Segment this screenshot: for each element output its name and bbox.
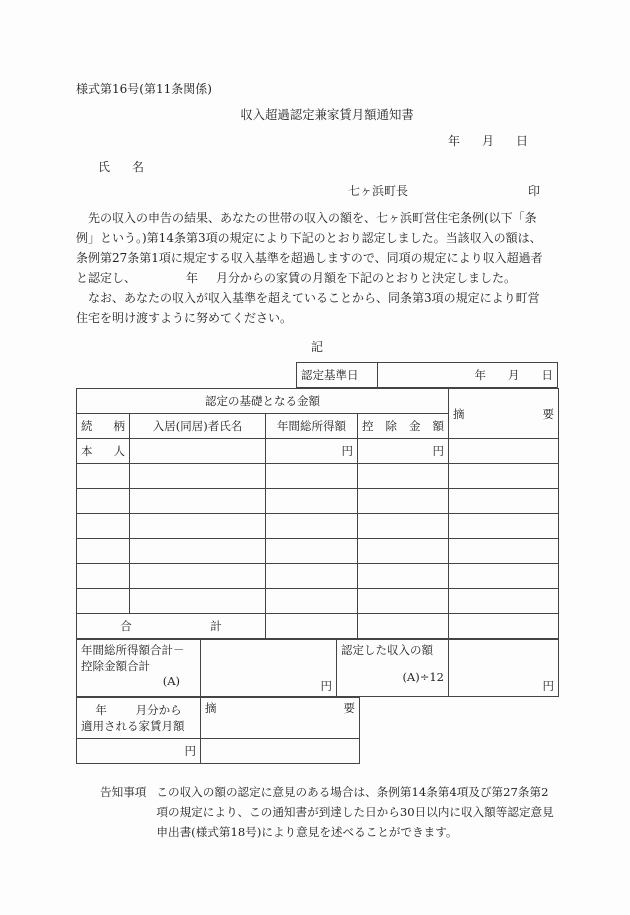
total-row bbox=[77, 614, 559, 639]
summary-table bbox=[76, 639, 559, 697]
col-relationship bbox=[77, 414, 130, 439]
table-row bbox=[77, 489, 559, 514]
col-resident-name: 入居(同居)者氏名 bbox=[130, 414, 266, 439]
col-relationship-b: 柄 bbox=[113, 419, 125, 433]
cell[interactable] bbox=[358, 514, 449, 539]
col-annual-income: 年間総所得額 bbox=[266, 414, 358, 439]
recipient-name-label-mei: 名 bbox=[132, 160, 145, 174]
col-deduction-d: 額 bbox=[432, 419, 444, 433]
body-line-4-year: 年 bbox=[186, 271, 199, 285]
issuer: 七ヶ浜町長 bbox=[347, 184, 408, 198]
date-month: 月 bbox=[481, 134, 494, 148]
cell[interactable] bbox=[266, 489, 358, 514]
notice-label: 告知事項 bbox=[100, 785, 147, 799]
col-relationship-a: 続 bbox=[81, 419, 93, 433]
cell[interactable] bbox=[358, 464, 449, 489]
table-row bbox=[77, 514, 559, 539]
notice-body bbox=[76, 208, 558, 328]
date-day: 日 bbox=[515, 134, 528, 148]
cell[interactable] bbox=[130, 589, 266, 614]
notice-line: この収入の額の認定に意見のある場合は、条例第14条第4項及び第27条第2 bbox=[156, 785, 549, 799]
notice-section bbox=[76, 782, 558, 842]
cell[interactable] bbox=[77, 464, 130, 489]
cell[interactable] bbox=[266, 464, 358, 489]
cell[interactable] bbox=[266, 539, 358, 564]
cell[interactable] bbox=[449, 464, 559, 489]
cell[interactable] bbox=[266, 514, 358, 539]
standard-date-day: 日 bbox=[541, 368, 553, 382]
notice-line: 申出書(様式第18号)により意見を述べることができます。 bbox=[156, 825, 458, 839]
col-deduction-c: 金 bbox=[409, 419, 421, 433]
rent-label bbox=[77, 698, 201, 739]
document-page bbox=[76, 80, 558, 842]
rent-table bbox=[76, 697, 360, 764]
cell[interactable] bbox=[449, 514, 559, 539]
cell[interactable] bbox=[130, 464, 266, 489]
recognized-income-label: 認定した収入の額 bbox=[341, 643, 433, 657]
table-row bbox=[77, 439, 559, 464]
remarks-header-left: 摘 bbox=[453, 406, 465, 421]
net-income-label-1: 年間総所得額合計－ bbox=[81, 643, 185, 657]
cell[interactable] bbox=[266, 589, 358, 614]
issuer-row bbox=[76, 182, 558, 200]
cell[interactable] bbox=[449, 489, 559, 514]
recipient-name-row bbox=[76, 158, 558, 176]
cell[interactable] bbox=[358, 539, 449, 564]
body-line: 先の収入の申告の結果、あなたの世帯の収入の額を、七ヶ浜町営住宅条例(以下「条 bbox=[88, 211, 537, 225]
net-income-label bbox=[77, 640, 201, 697]
remarks-header bbox=[449, 389, 559, 439]
body-line: 条例第27条第1項に規定する収入基準を超過しますので、同項の規定により収入超過者 bbox=[76, 251, 543, 265]
standard-date-year: 年 bbox=[474, 368, 486, 382]
cell[interactable] bbox=[130, 514, 266, 539]
date-year: 年 bbox=[447, 134, 460, 148]
row-self-b: 人 bbox=[113, 444, 125, 458]
cell[interactable] bbox=[77, 489, 130, 514]
row-self-name[interactable] bbox=[130, 439, 266, 464]
income-table bbox=[76, 388, 559, 639]
table-row bbox=[77, 589, 559, 614]
recipient-name-label-shi: 氏 bbox=[98, 160, 111, 174]
recognized-income-formula: (A)÷12 bbox=[402, 670, 444, 684]
body-line: なお、あなたの収入が収入基準を超えていることから、同条第3項の規定により町営 bbox=[88, 291, 540, 305]
cell[interactable] bbox=[266, 564, 358, 589]
standard-date-box bbox=[296, 362, 558, 388]
cell[interactable] bbox=[130, 539, 266, 564]
notice-line: 項の規定により、この通知書が到達した日から30日以内に収入額等認定意見 bbox=[156, 805, 554, 819]
cell[interactable] bbox=[358, 489, 449, 514]
net-income-label-3: (A) bbox=[162, 674, 180, 688]
total-label-a: 合 bbox=[120, 619, 132, 633]
total-deduction[interactable] bbox=[358, 614, 449, 639]
total-label bbox=[77, 614, 266, 639]
remarks-header-right: 要 bbox=[542, 406, 554, 421]
rent-unit[interactable]: 円 bbox=[77, 739, 201, 764]
notice-text bbox=[156, 782, 558, 842]
row-self-remarks[interactable] bbox=[449, 439, 559, 464]
cell[interactable] bbox=[449, 589, 559, 614]
body-line-4-start: と認定し、 bbox=[76, 271, 137, 285]
rent-remarks-right: 要 bbox=[343, 701, 355, 715]
cell[interactable] bbox=[358, 589, 449, 614]
cell[interactable] bbox=[130, 564, 266, 589]
row-self-a: 本 bbox=[81, 444, 93, 458]
cell[interactable] bbox=[77, 589, 130, 614]
col-deduction bbox=[358, 414, 449, 439]
rent-label-year: 年 bbox=[95, 703, 107, 717]
rent-remarks-value[interactable] bbox=[201, 739, 360, 764]
date-row bbox=[76, 132, 558, 150]
income-unit[interactable]: 円 bbox=[266, 439, 358, 464]
col-deduction-b: 除 bbox=[385, 419, 397, 433]
cell[interactable] bbox=[449, 539, 559, 564]
rent-remarks-left: 摘 bbox=[205, 701, 217, 715]
recognized-income-cell bbox=[337, 640, 449, 697]
rent-label-applied: 適用される家賃月額 bbox=[81, 719, 185, 733]
cell[interactable] bbox=[130, 489, 266, 514]
col-deduction-a: 控 bbox=[362, 419, 374, 433]
body-line-4-rest: 月分からの家賃の月額を下記のとおりと決定しました。 bbox=[216, 271, 517, 285]
ki-heading: 記 bbox=[310, 340, 323, 354]
table-row bbox=[77, 564, 559, 589]
net-income-label-2: 控除金額合計 bbox=[81, 659, 150, 673]
document-title: 収入超過認定兼家賃月額通知書 bbox=[240, 107, 414, 122]
net-income-unit[interactable]: 円 bbox=[201, 640, 337, 697]
total-income[interactable] bbox=[266, 614, 358, 639]
cell[interactable] bbox=[358, 564, 449, 589]
row-self-relationship bbox=[77, 439, 130, 464]
seal-mark: 印 bbox=[527, 184, 540, 198]
recognized-income-unit[interactable]: 円 bbox=[449, 640, 559, 697]
total-label-b: 計 bbox=[210, 619, 222, 633]
table-row bbox=[77, 539, 559, 564]
body-line: 住宅を明け渡すように努めてください。 bbox=[76, 311, 293, 325]
standard-date-label: 認定基準日 bbox=[297, 363, 378, 388]
deduction-unit[interactable]: 円 bbox=[358, 439, 449, 464]
cell[interactable] bbox=[449, 564, 559, 589]
standard-date-value[interactable] bbox=[378, 363, 558, 388]
form-number: 様式第16号(第11条関係) bbox=[76, 82, 212, 96]
body-line bbox=[76, 268, 558, 288]
rent-remarks[interactable] bbox=[201, 698, 360, 739]
rent-label-month-from: 月分から bbox=[135, 703, 182, 717]
group-header: 認定の基礎となる金額 bbox=[77, 389, 449, 414]
table-row bbox=[77, 464, 559, 489]
cell[interactable] bbox=[77, 514, 130, 539]
total-remarks[interactable] bbox=[449, 614, 559, 639]
cell[interactable] bbox=[77, 539, 130, 564]
body-line: 例」という。)第14条第3項の規定により下記のとおり認定しました。当該収入の額は、 bbox=[76, 231, 542, 245]
standard-date-month: 月 bbox=[508, 368, 520, 382]
cell[interactable] bbox=[77, 564, 130, 589]
